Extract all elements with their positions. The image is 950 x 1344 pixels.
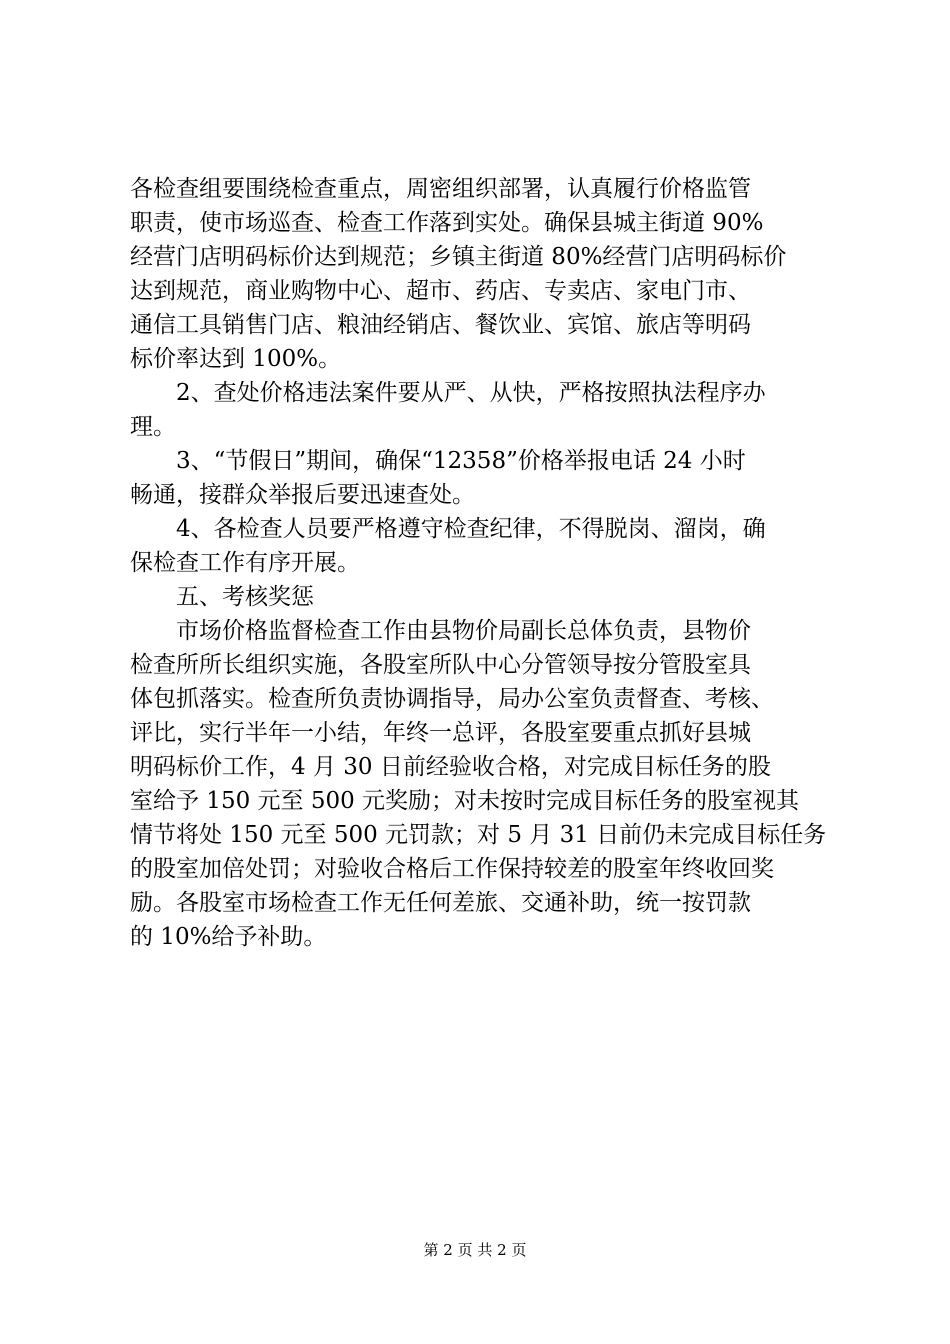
text-line: 的股室加倍处罚；对验收合格后工作保持较差的股室年终收回奖 [130, 856, 774, 882]
text-line: 经营门店明码标价达到规范；乡镇主街道 80%经营门店明码标价 [130, 244, 787, 270]
text-line: 体包抓落实。检查所负责协调指导，局办公室负责督查、考核、 [130, 686, 774, 712]
text-line: 通信工具销售门店、粮油经销店、餐饮业、宾馆、旅店等明码 [130, 312, 751, 338]
text-line: 3、“节假日”期间，确保“12358”价格举报电话 24 小时 [130, 448, 746, 474]
text-line: 明码标价工作，4 月 30 日前经验收合格，对完成目标任务的股 [130, 754, 771, 780]
page-number-label: 第 2 页 共 2 页 [423, 1241, 527, 1259]
text-line: 室给予 150 元至 500 元奖励；对未按时完成目标任务的股室视其 [130, 788, 800, 814]
text-line: 评比，实行半年一小结，年终一总评，各股室要重点抓好县城 [130, 720, 751, 746]
text-line: 检查所所长组织实施，各股室所队中心分管领导按分管股室具 [130, 652, 751, 678]
text-line: 畅通，接群众举报后要迅速查处。 [130, 482, 475, 508]
text-line: 2、查处价格违法案件要从严、从快，严格按照执法程序办 [130, 380, 766, 406]
text-line: 4、各检查人员要严格遵守检查纪律，不得脱岗、溜岗，确 [130, 516, 766, 542]
text-line: 达到规范，商业购物中心、超市、药店、专卖店、家电门市、 [130, 278, 751, 304]
text-line: 标价率达到 100%。 [130, 346, 342, 372]
text-line: 的 10%给予补助。 [130, 924, 327, 950]
text-line: 各检查组要围绕检查重点，周密组织部署，认真履行价格监管 [130, 176, 751, 202]
text-line: 市场价格监督检查工作由县物价局副长总体负责，县物价 [130, 618, 751, 644]
text-line: 情节将处 150 元至 500 元罚款；对 5 月 31 日前仍未完成目标任务 [130, 822, 827, 848]
text-line: 保检查工作有序开展。 [130, 550, 360, 576]
page-footer [0, 1240, 950, 1260]
text-line: 励。各股室市场检查工作无任何差旅、交通补助，统一按罚款 [130, 890, 751, 916]
section-heading: 五、考核奖惩 [130, 584, 314, 610]
text-line: 理。 [130, 414, 176, 440]
text-line: 职责，使市场巡查、检查工作落到实处。确保县城主街道 90% [130, 210, 764, 236]
document-body [130, 172, 830, 954]
